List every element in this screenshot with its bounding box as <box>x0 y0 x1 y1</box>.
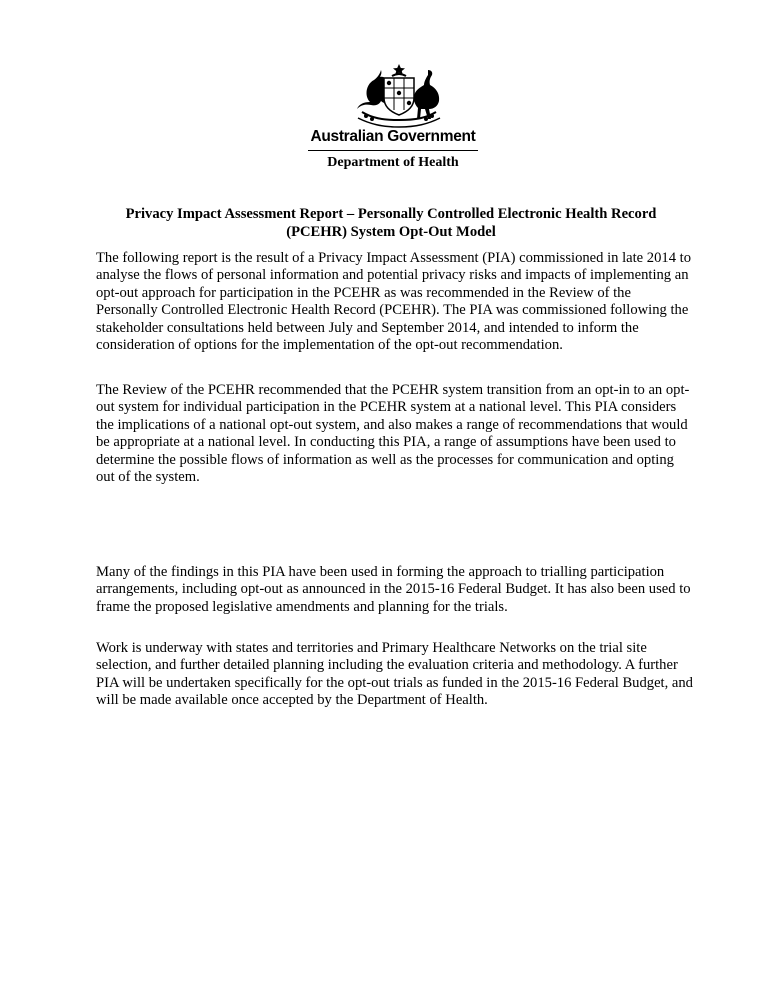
organisation-name: Australian Government <box>310 128 476 145</box>
paragraph-intro: The following report is the result of a Privacy Impact Assessment (PIA) commissioned in late 2014 to analyse the flows of personal information and potential privacy risks and impacts of implementing an opt-out approach for participation in the PCEHR as was recommended in the Review of the Personally Controlled Electronic Health Record (PCEHR). The PIA was commissioned following the stakeholder consultations held between July and September 2014, and intended to inform the consideration of options for the implementation of the opt-out recommendation. <box>96 250 691 354</box>
title-line-1: Privacy Impact Assessment Report – Personally Controlled Electronic Health Record <box>125 206 657 222</box>
coat-of-arms-icon <box>340 62 458 128</box>
department-name: Department of Health <box>327 155 459 170</box>
title-line-2: (PCEHR) System Opt-Out Model <box>286 224 496 240</box>
government-wordmark <box>308 128 478 171</box>
document-title <box>96 205 686 241</box>
paragraph-findings: Many of the findings in this PIA have been used in forming the approach to trialling participation arrangements, including opt-out as announced in the 2015-16 Federal Budget. It has also been used to frame the proposed legislative amendments and planning for the trials. <box>96 564 691 615</box>
paragraph-review-recommendation: The Review of the PCEHR recommended that the PCEHR system transition from an opt-in to an opt-out system for individual participation in the PCEHR system at a national level. This PIA considers the implications of a national opt-out system, and also makes a range of recommendations that would be appropriate at a national level. In conducting this PIA, a range of assumptions have been used to determine the possible flows of information as well as the processes for communication and opting out of the system. <box>96 382 690 486</box>
paragraph-trial-planning: Work is underway with states and territories and Primary Healthcare Networks on the trial site selection, and further detailed planning including the evaluation criteria and methodology. A further PIA will be undertaken specifically for the opt-out trials as funded in the 2015-16 Federal Budget, and will be made available once accepted by the Department of Health. <box>96 640 693 709</box>
wordmark-divider <box>308 150 478 151</box>
